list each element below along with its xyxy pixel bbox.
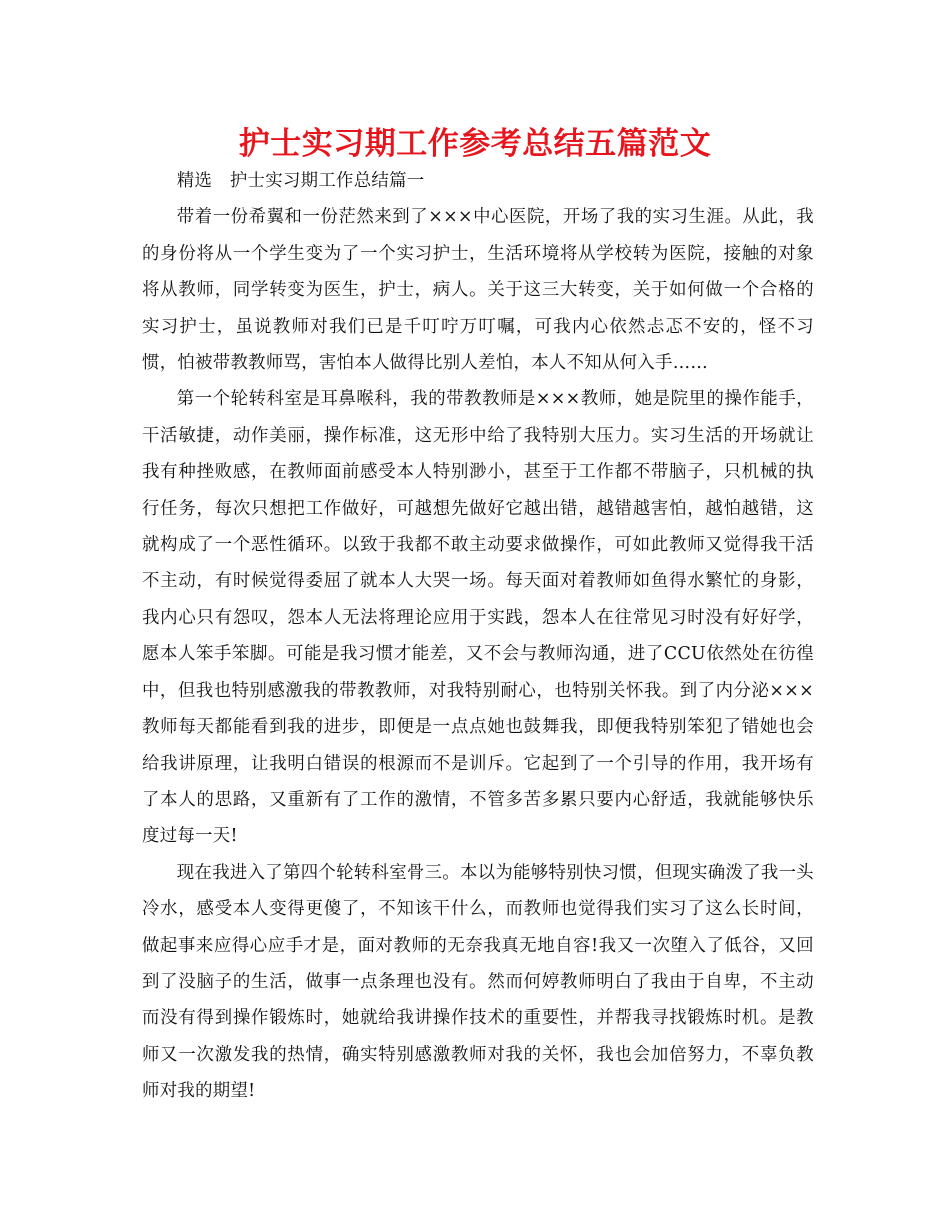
body-paragraph: 带着一份希翼和一份茫然来到了×××中心医院，开场了我的实习生涯。从此，我的身份将从一个学生变为了一个实习护士，生活环境将从学校转为医院，接触的对象将从教师，同学转变为医生，护士，病人。关于这三大转变，关于如何做一个合格的实习护士，虽说教师对我们已是千叮咛万叮嘱，可我内心依然忐忑不安的，怪不习惯，怕被带教教师骂，害怕本人做得比别人差怕，本人不知从何入手…… <box>142 207 814 374</box>
section-subheading: 精选 护士实习期工作总结篇一 <box>176 171 425 191</box>
body-paragraph: 现在我进入了第四个轮转科室骨三。本以为能够特别快习惯，但现实确泼了我一头冷水，感受本人变得更傻了，不知该干什么，而教师也觉得我们实习了这么长时间，做起事来应得心应手才是，面对教师的无奈我真无地自容!我又一次堕入了低谷，又回到了没脑子的生活，做事一点条理也没有。然而何婷教师明白了我由于自卑，不主动而没有得到操作锻炼时，她就给我讲操作技术的重要性，并帮我寻找锻炼时机。是教师又一次激发我的热情，确实特别感激教师对我的关怀，我也会加倍努力，不辜负教师对我的期望! <box>142 862 814 1102</box>
document-body <box>142 163 814 1110</box>
body-paragraph: 第一个轮转科室是耳鼻喉科，我的带教教师是×××教师，她是院里的操作能手，干活敏捷，动作美丽，操作标准，这无形中给了我特别大压力。实习生活的开场就让我有种挫败感，在教师面前感受本人特别渺小，甚至于工作都不带脑子，只机械的执行任务，每次只想把工作做好，可越想先做好它越出错，越错越害怕，越怕越错，这就构成了一个恶性循环。以致于我都不敢主动要求做操作，可如此教师又觉得我干活不主动，有时候觉得委屈了就本人大哭一场。每天面对着教师如鱼得水繁忙的身影，我内心只有怨叹，怨本人无法将理论应用于实践，怨本人在往常见习时没有好好学，愿本人笨手笨脚。可能是我习惯才能差，又不会与教师沟通，进了CCU依然处在彷徨中，但我也特别感激我的带教教师，对我特别耐心，也特别关怀我。到了内分泌×××教师每天都能看到我的进步，即便是一点点她也鼓舞我，即便我特别笨犯了错她也会给我讲原理，让我明白错误的根源而不是训斥。它起到了一个引导的作用，我开场有了本人的思路，又重新有了工作的激情，不管多苦多累只要内心舒适，我就能够快乐度过每一天! <box>142 389 814 847</box>
document-title: 护士实习期工作参考总结五篇范文 <box>238 126 712 162</box>
